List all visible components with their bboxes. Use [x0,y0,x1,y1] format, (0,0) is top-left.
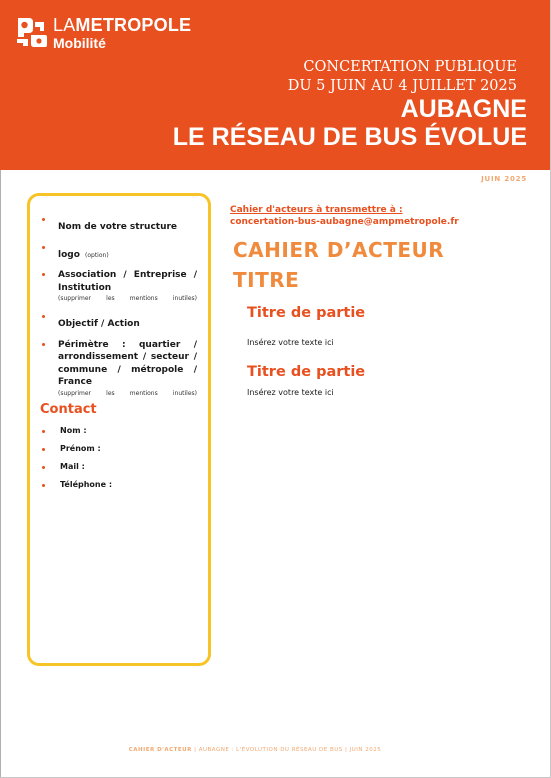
list-item [39,339,197,398]
document-title [233,235,444,295]
contact-name-field[interactable]: Nom : [39,426,112,444]
concertation-dates: DU 5 JUIN AU 4 JUILLET 2025 [287,78,517,94]
perimeter-field[interactable]: Périmètre : quartier / arrondissement / secteur / commune / métropole / France [58,339,197,387]
document-title-line1[interactable]: CAHIER D’ACTEUR [233,238,445,262]
delete-mentions-note: (supprimer les mentions inutiles) [58,295,197,302]
part-text-1[interactable]: Insérez votre texte ici [247,338,334,347]
document-title-line2[interactable]: TITRE [233,268,300,292]
contact-firstname-field[interactable]: Prénom : [39,444,112,462]
contact-list [39,426,112,498]
footer-text: | AUBAGNE : L'ÉVOLUTION DU RÉSEAU DE BUS | JUIN 2025 [191,747,382,753]
send-email-link[interactable]: concertation-bus-aubagne@ampmetropole.fr [230,217,459,227]
list-item [39,242,197,262]
logo-field[interactable]: logo [58,249,80,260]
structure-name-field[interactable]: Nom de votre structure [58,222,178,232]
page-footer [0,747,510,753]
part-title-1[interactable]: Titre de partie [247,305,366,321]
logo-option-note: (option) [85,251,109,259]
page-title-city: AUBAGNE [400,95,527,123]
delete-mentions-note: (supprimer les mentions inutiles) [58,389,197,397]
date-tag: JUIN 2025 [481,175,527,183]
objective-field[interactable]: Objectif / Action [58,319,140,329]
structure-info-list [39,214,197,406]
part-text-2[interactable]: Insérez votre texte ici [247,388,334,397]
structure-sidebar [27,193,211,666]
concertation-label: CONCERTATION PUBLIQUE [303,59,517,75]
contact-mail-field[interactable]: Mail : [39,462,112,480]
list-item [39,311,197,331]
list-item [39,269,197,303]
logo-subtitle: Mobilité [53,35,106,51]
part-title-2[interactable]: Titre de partie [247,364,366,380]
page-edge-left [0,170,1,778]
contact-phone-field[interactable]: Téléphone : [39,480,112,498]
page-title: LE RÉSEAU DE BUS ÉVOLUE [172,123,527,151]
list-item [39,214,197,234]
footer-label: CAHIER D'ACTEUR [128,747,192,753]
contact-heading: Contact [40,402,97,417]
header-banner [0,0,551,170]
send-instructions: Cahier d'acteurs à transmettre à : [230,205,403,215]
metropole-logo [14,16,191,52]
logo-wordmark: LAMETROPOLE [53,15,192,35]
organization-type-field[interactable]: Association / Entreprise / Institution [58,270,197,293]
metropole-logo-icon [14,16,48,48]
